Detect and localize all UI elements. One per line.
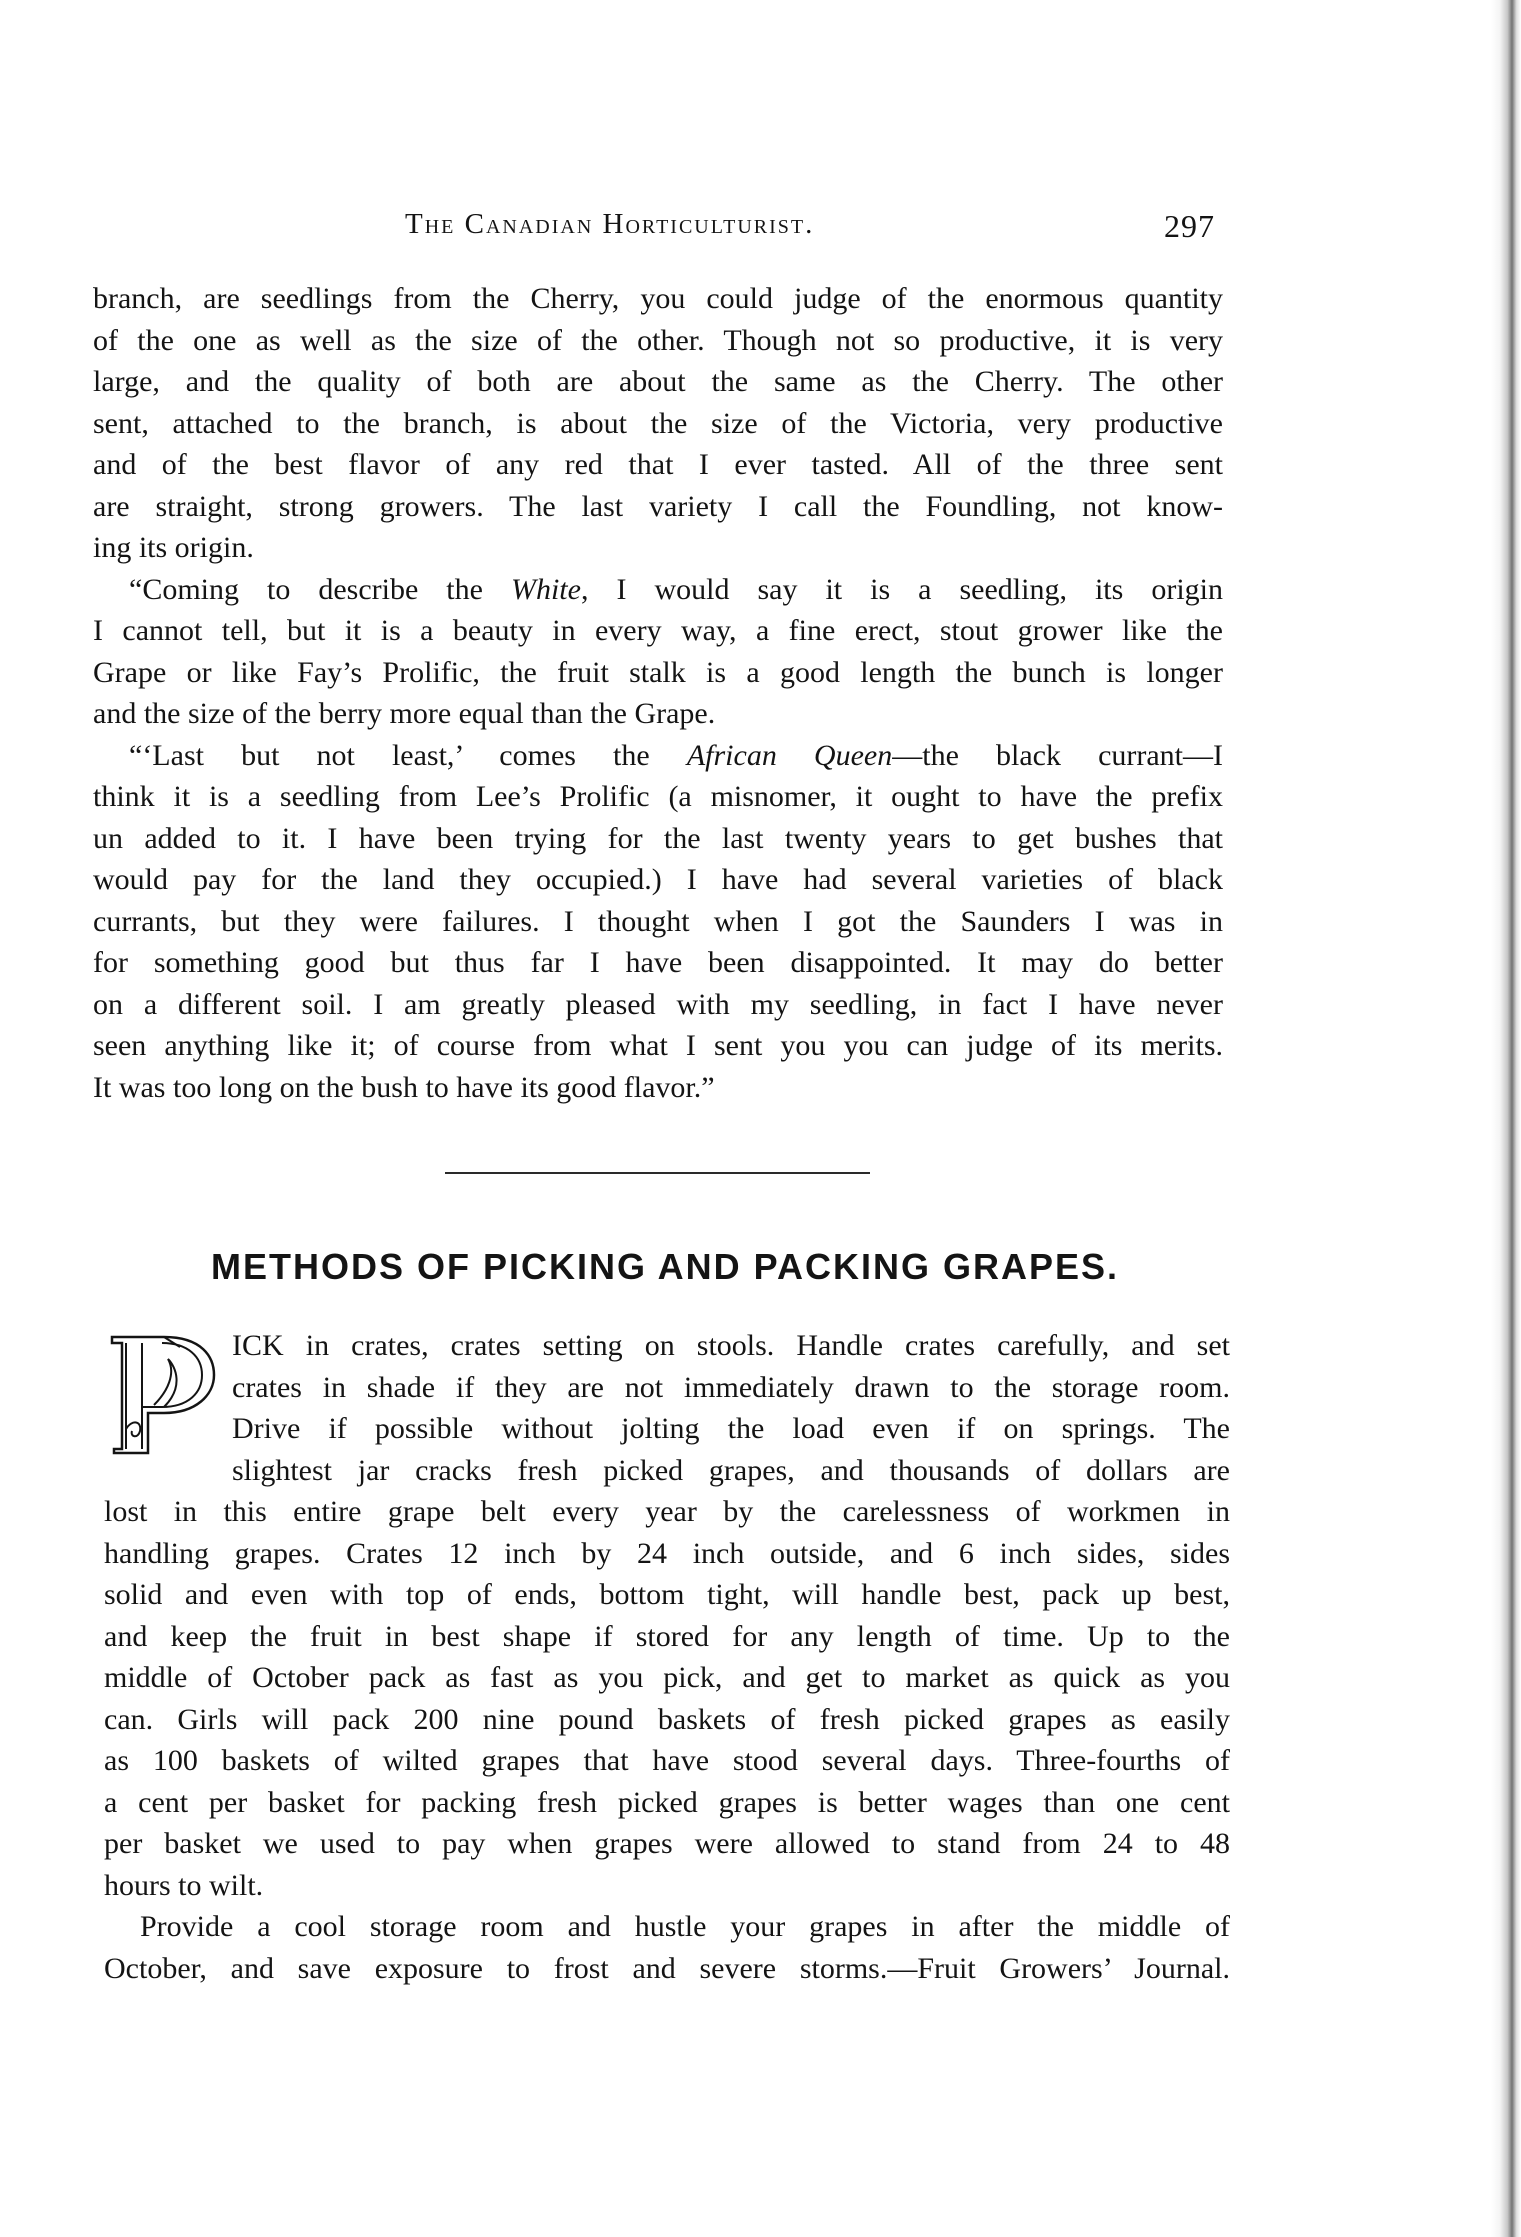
text-line: seen anything like it; of course from what I sent you you can judge of its merits. — [93, 1029, 1223, 1062]
running-title: The Canadian Horticulturist. — [405, 208, 815, 240]
article-body — [104, 1491, 1230, 1989]
text-line: October, and save exposure to frost and severe storms.—Fruit Growers’ Journal. — [104, 1951, 1230, 1985]
text-line: sent, attached to the branch, is about the size of the Victoria, very productive — [93, 406, 1223, 440]
text-line: ing its origin. — [93, 531, 254, 564]
text-line: for something good but thus far I have been disappointed. It may do better — [93, 946, 1223, 979]
text-line: and of the best flavor of any red that I ever tasted. All of the three sent — [93, 448, 1223, 481]
text-line: hours to wilt. — [104, 1868, 264, 1902]
text-line: large, and the quality of both are about the same as the Cherry. The other — [93, 365, 1223, 398]
text-line: I cannot tell, but it is a beauty in every way, a fine erect, stout grower like the — [93, 614, 1223, 647]
text-line: on a different soil. I am greatly pleased with my seedling, in fact I have never — [93, 987, 1223, 1021]
text-line: would pay for the land they occupied.) I have had several varieties of black — [93, 863, 1223, 896]
drop-cap-p — [106, 1333, 226, 1459]
section-divider — [445, 1172, 870, 1174]
page-number: 297 — [1164, 208, 1215, 244]
text-line: think it is a seedling from Lee’s Prolific (a misnomer, it ought to have the prefix — [93, 780, 1223, 813]
text-line: Drive if possible without jolting the load even if on springs. The — [232, 1412, 1230, 1445]
text-line: ICK in crates, crates setting on stools. Handle crates carefully, and set — [232, 1329, 1230, 1362]
text-line: “‘Last but not least,’ comes the African Queen—the black currant—I — [129, 738, 1224, 772]
text-line: It was too long on the bush to have its good flavor.” — [93, 1070, 715, 1104]
text-line: slightest jar cracks fresh picked grapes, and thousands of dollars are — [232, 1453, 1230, 1487]
text-line: currants, but they were failures. I thought when I got the Saunders I was in — [93, 904, 1223, 938]
text-line: of the one as well as the size of the other. Though not so productive, it is very — [93, 323, 1223, 357]
text-line: a cent per basket for packing fresh picked grapes is better wages than one cent — [104, 1785, 1230, 1819]
article-continuation — [93, 278, 1223, 1108]
text-line: un added to it. I have been trying for the last twenty years to get bushes that — [93, 821, 1223, 855]
text-line: are straight, strong growers. The last variety I call the Foundling, not know- — [93, 489, 1223, 523]
text-line: Provide a cool storage room and hustle your grapes in after the middle of — [140, 1910, 1230, 1943]
text-line: per basket we used to pay when grapes were allowed to stand from 24 to 48 — [104, 1827, 1230, 1860]
running-header — [400, 208, 1215, 248]
text-line: solid and even with top of ends, bottom tight, will handle best, pack up best, — [104, 1578, 1230, 1611]
text-line: middle of October pack as fast as you pick, and get to market as quick as you — [104, 1661, 1230, 1694]
text-line: “Coming to describe the White, I would say it is a seedling, its origin — [129, 572, 1223, 606]
page-binding-edge — [1491, 0, 1521, 2237]
text-line: Grape or like Fay’s Prolific, the fruit stalk is a good length the bunch is longer — [93, 655, 1223, 689]
article-title: METHODS OF PICKING AND PACKING GRAPES. — [210, 1246, 1120, 1287]
text-line: handling grapes. Crates 12 inch by 24 inch outside, and 6 inch sides, sides — [104, 1536, 1230, 1570]
text-line: lost in this entire grape belt every year by the carelessness of workmen in — [104, 1495, 1230, 1528]
text-line: branch, are seedlings from the Cherry, you could judge of the enormous quantity — [93, 282, 1223, 315]
text-line: as 100 baskets of wilted grapes that have stood several days. Three-fourths of — [104, 1744, 1230, 1777]
dropcap-paragraph-lines — [232, 1325, 1230, 1491]
text-line: can. Girls will pack 200 nine pound baskets of fresh picked grapes as easily — [104, 1702, 1230, 1736]
variety-name-african-queen: African Queen — [686, 738, 893, 772]
variety-name-white: White — [510, 572, 581, 606]
text-line: crates in shade if they are not immediately drawn to the storage room. — [232, 1370, 1230, 1404]
text-line: and the size of the berry more equal than the Grape. — [93, 697, 716, 730]
text-line: and keep the fruit in best shape if stored for any length of time. Up to the — [104, 1619, 1230, 1653]
